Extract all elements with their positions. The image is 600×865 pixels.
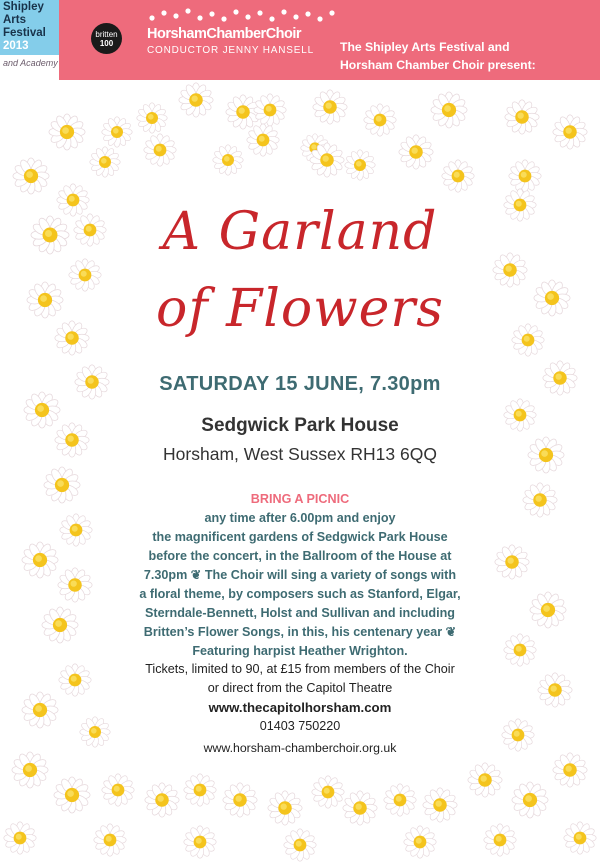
event-date: SATURDAY 15 JUNE, 7.30pm [159, 373, 441, 395]
bring-a-picnic-lead: BRING A PICNIC [250, 492, 350, 506]
music-notes-icon [148, 8, 338, 24]
description-line-1 [110, 490, 490, 528]
festival-year: 2013 [3, 40, 29, 52]
britten-logo-bottom: 100 [99, 39, 114, 48]
description-line-2: the magnificent gardens of Sedgwick Park House [152, 530, 448, 544]
description-line-3: before the concert, in the Ballroom of the House at [148, 549, 452, 563]
festival-line-1: Shipley [3, 1, 44, 13]
theatre-phone: 01403 750220 [259, 719, 341, 733]
description-line-1-rest: any time after 6.00pm and enjoy [204, 511, 396, 525]
festival-line-3: Festival [3, 27, 46, 39]
tickets-line-2: or direct from the Capitol Theatre [207, 681, 393, 695]
event-description [110, 490, 490, 661]
shipley-festival-logo [0, 0, 59, 80]
description-line-8: Featuring harpist Heather Wrighton. [192, 644, 408, 658]
presents-text [340, 38, 590, 74]
choir-name: HorshamChamberChoir [147, 26, 302, 42]
description-line-4: 7.30pm ❦ The Choir will sing a variety of songs with [143, 568, 457, 582]
choir-website-link[interactable]: www.horsham-chamberchoir.org.uk [203, 741, 397, 755]
festival-line-2: Arts [3, 14, 27, 26]
description-line-7: Britten’s Flower Songs, in this, his centenary year ❦ [143, 625, 457, 639]
festival-academy: and Academy [3, 58, 58, 68]
britten-100-logo [91, 23, 122, 54]
event-address: Horsham, West Sussex RH13 6QQ [163, 444, 437, 464]
theatre-website-link[interactable]: www.thecapitolhorsham.com [208, 700, 392, 715]
description-line-6: Sterndale-Bennett, Holst and Sullivan and including [145, 606, 455, 620]
presents-line-2: Horsham Chamber Choir present: [340, 58, 536, 72]
title-line-1: A Garland [162, 202, 438, 262]
title-line-2: of Flowers [156, 279, 444, 339]
header-banner [0, 0, 600, 80]
conductor-name: CONDUCTOR JENNY HANSELL [147, 45, 314, 56]
ticket-info [100, 660, 500, 736]
tickets-line-1: Tickets, limited to 90, at £15 from members of the Choir [145, 662, 455, 676]
description-line-5: a floral theme, by composers such as Stanford, Elgar, [139, 587, 461, 601]
presents-line-1: The Shipley Arts Festival and [340, 40, 510, 54]
britten-logo-top: britten [95, 30, 118, 39]
event-venue: Sedgwick Park House [201, 415, 399, 436]
